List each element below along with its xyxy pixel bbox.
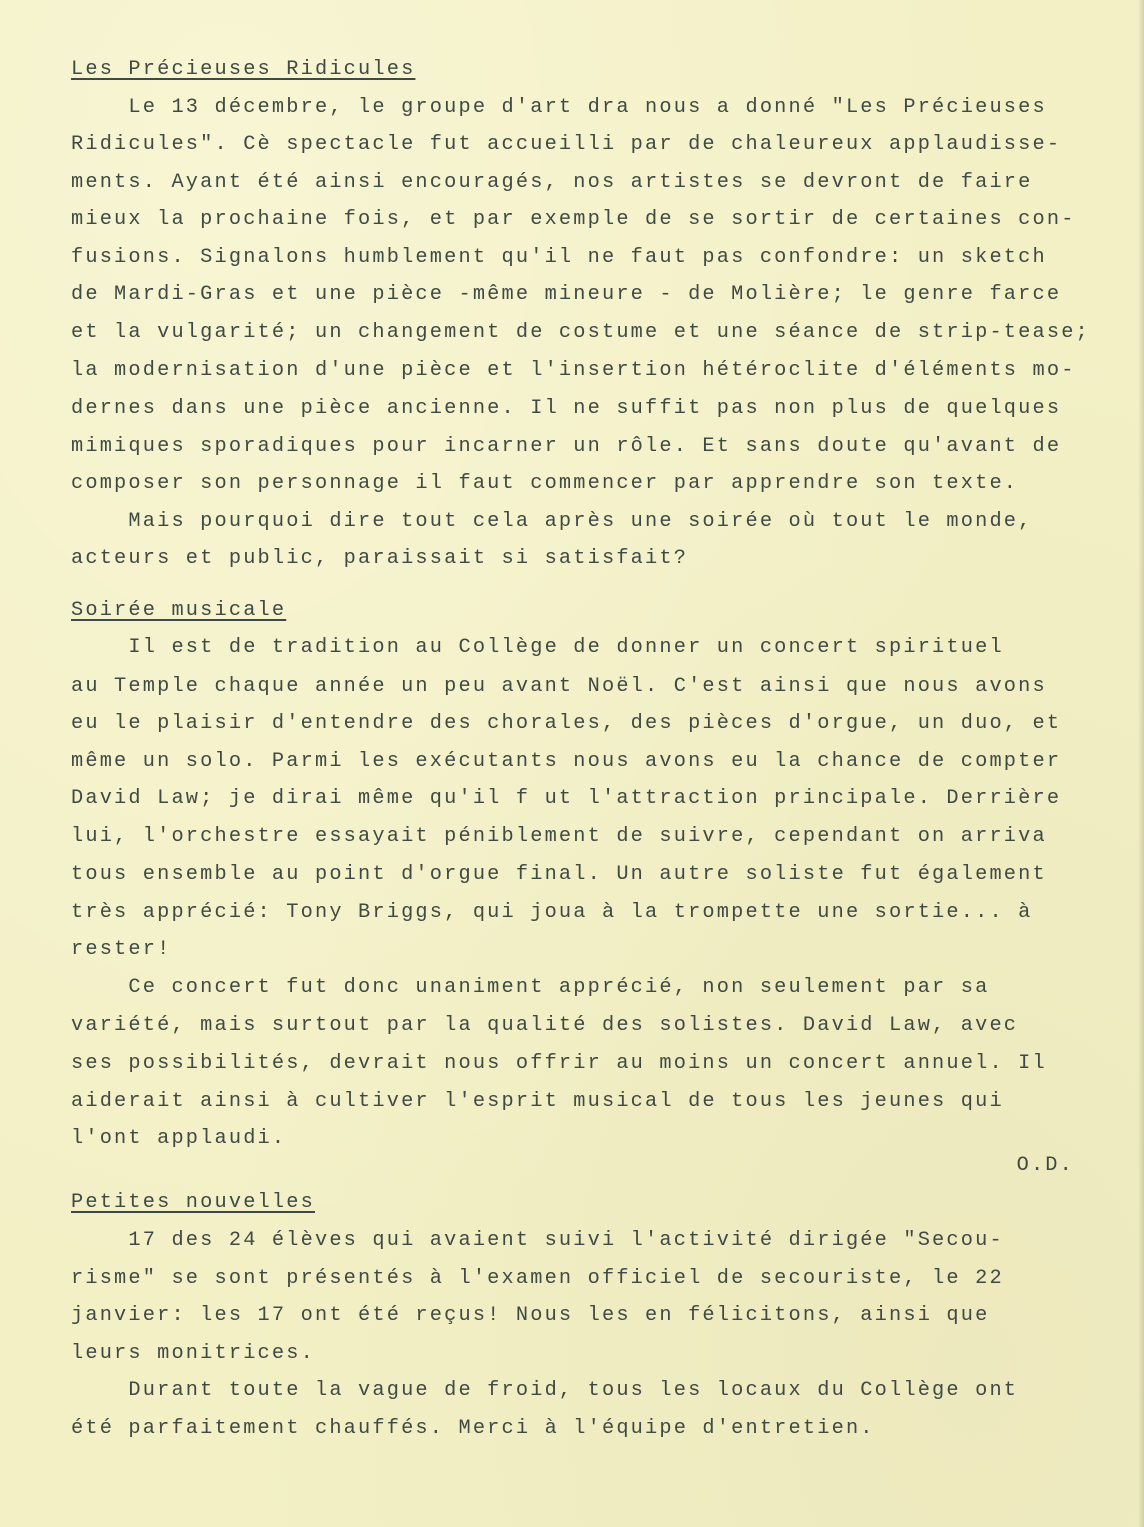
text-line: leurs monitrices.: [71, 1342, 315, 1365]
text-line: ses possibilités, devrait nous offrir au moins un concert annuel. Il: [71, 1052, 1047, 1075]
text-line: 17 des 24 élèves qui avaient suivi l'activité dirigée "Secou-: [71, 1229, 1004, 1252]
text-line: variété, mais surtout par la qualité des solistes. David Law, avec: [71, 1014, 1019, 1037]
section-heading-petites-nouvelles: Petites nouvelles: [71, 1191, 315, 1214]
text-line: lui, l'orchestre essayait péniblement de suivre, cependant on arriva: [71, 825, 1047, 848]
signature: O.D.: [1016, 1154, 1074, 1177]
text-line: acteurs et public, paraissait si satisfait?: [71, 547, 689, 570]
text-line: janvier: les 17 ont été reçus! Nous les en félicitons, ainsi que: [71, 1304, 990, 1327]
text-line: tous ensemble au point d'orgue final. Un autre soliste fut également: [71, 863, 1047, 886]
text-line: composer son personnage il faut commencer par apprendre son texte.: [71, 472, 1019, 495]
text-line: dernes dans une pièce ancienne. Il ne suffit pas non plus de quelques: [71, 397, 1062, 420]
text-line: Il est de tradition au Collège de donner un concert spirituel: [71, 636, 1004, 659]
text-line: la modernisation d'une pièce et l'insertion hétéroclite d'éléments mo-: [71, 359, 1076, 382]
section-heading-precieuses: Les Précieuses Ridicules: [71, 58, 416, 81]
text-line: risme" se sont présentés à l'examen officiel de secouriste, le 22: [71, 1267, 1004, 1290]
text-line: fusions. Signalons humblement qu'il ne faut pas confondre: un sketch: [71, 246, 1047, 269]
text-line: mieux la prochaine fois, et par exemple de se sortir de certaines con-: [71, 208, 1076, 231]
text-line: été parfaitement chauffés. Merci à l'équipe d'entretien.: [71, 1417, 875, 1440]
text-line: mimiques sporadiques pour incarner un rôle. Et sans doute qu'avant de: [71, 435, 1062, 458]
text-line: aiderait ainsi à cultiver l'esprit musical de tous les jeunes qui: [71, 1090, 1004, 1113]
text-line: très apprécié: Tony Briggs, qui joua à la trompette une sortie... à: [71, 901, 1033, 924]
text-line: David Law; je dirai même qu'il f ut l'attraction principale. Derrière: [71, 787, 1062, 810]
text-line: l'ont applaudi.: [71, 1127, 287, 1150]
text-line: Le 13 décembre, le groupe d'art dra nous a donné "Les Précieuses: [71, 96, 1047, 119]
page-edge-shadow: [1138, 0, 1144, 1527]
section-heading-soiree-musicale: Soirée musicale: [71, 599, 287, 622]
text-line: eu le plaisir d'entendre des chorales, des pièces d'orgue, un duo, et: [71, 712, 1062, 735]
text-line: de Mardi-Gras et une pièce -même mineure - de Molière; le genre farce: [71, 283, 1062, 306]
text-line: rester!: [71, 938, 172, 961]
text-line: ments. Ayant été ainsi encouragés, nos artistes se devront de faire: [71, 171, 1033, 194]
text-line: Mais pourquoi dire tout cela après une soirée où tout le monde,: [71, 510, 1033, 533]
text-line: même un solo. Parmi les exécutants nous avons eu la chance de compter: [71, 750, 1062, 773]
text-line: et la vulgarité; un changement de costume et une séance de strip-tease;: [71, 321, 1090, 344]
text-line: Ridicules". Cè spectacle fut accueilli par de chaleureux applaudisse-: [71, 133, 1062, 156]
text-line: Ce concert fut donc unaniment apprécié, non seulement par sa: [71, 976, 990, 999]
text-line: Durant toute la vague de froid, tous les locaux du Collège ont: [71, 1379, 1019, 1402]
text-line: au Temple chaque année un peu avant Noël. C'est ainsi que nous avons: [71, 675, 1047, 698]
